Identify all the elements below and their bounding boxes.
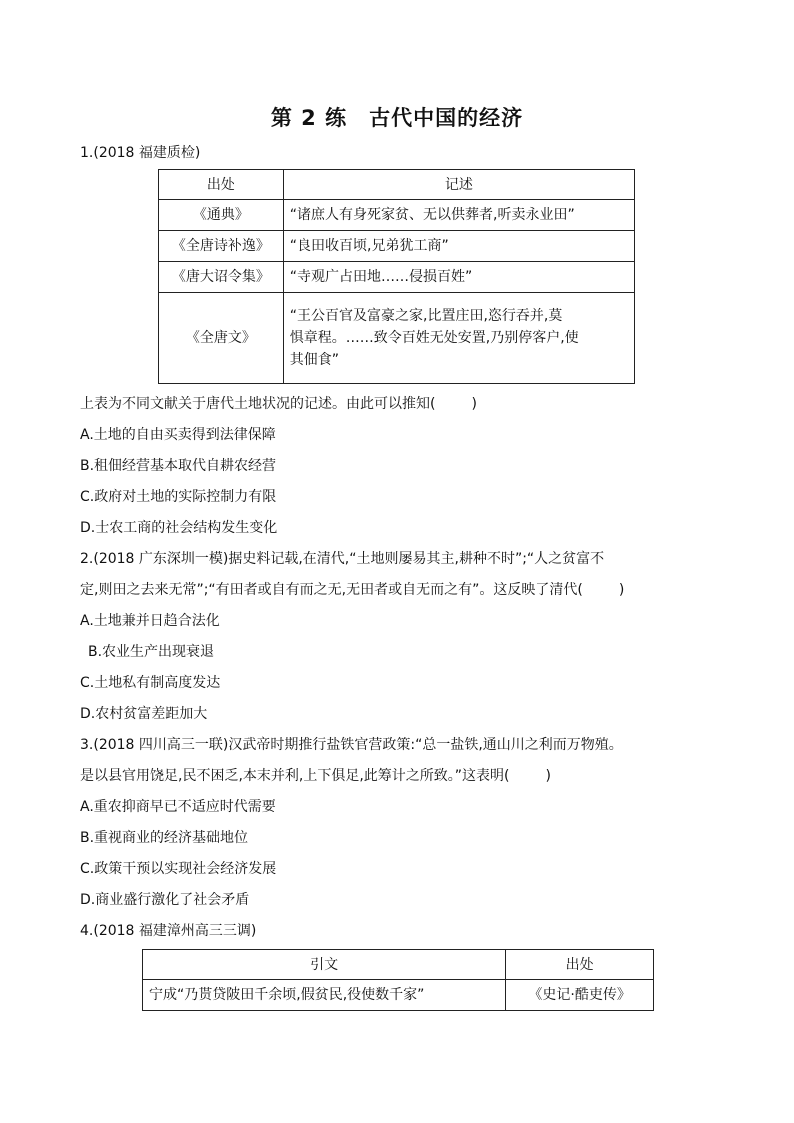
q4-table [142, 949, 654, 1011]
q1-header: 1.(2018 福建质检) [80, 145, 201, 161]
table-row [143, 980, 654, 1011]
q1-stem: 上表为不同文献关于唐代土地状况的记述。由此可以推知( ) [80, 396, 477, 412]
q2-option-b: B.农业生产出现衰退 [88, 644, 215, 660]
q1-option-c: C.政府对土地的实际控制力有限 [80, 489, 277, 505]
table-cell: “诸庶人有身死家贫、无以供葬者,听卖永业田” [283, 200, 634, 231]
q2-option-a: A.土地兼并日趋合法化 [80, 613, 220, 629]
q3-option-d: D.商业盛行激化了社会矛盾 [80, 892, 250, 908]
table-row [159, 170, 635, 200]
table-cell: “寺观广占田地……侵损百姓” [283, 262, 634, 293]
table-cell: 《全唐文》 [159, 293, 284, 384]
q1-table [158, 169, 635, 384]
table-cell: 《通典》 [159, 200, 284, 231]
q1-option-d: D.士农工商的社会结构发生变化 [80, 520, 278, 536]
table-header-cell: 出处 [159, 170, 284, 200]
table-row [159, 262, 635, 293]
q3-option-b: B.重视商业的经济基础地位 [80, 830, 249, 846]
q2-stem-line1: 2.(2018 广东深圳一模)据史料记载,在清代,“土地则屡易其主,耕种不时”;“人之贫富不 [80, 551, 605, 567]
table-header-cell: 记述 [283, 170, 634, 200]
table-cell: 《史记·酷吏传》 [506, 980, 654, 1011]
q1-option-a: A.土地的自由买卖得到法律保障 [80, 427, 276, 443]
q4-header: 4.(2018 福建漳州高三三调) [80, 923, 257, 939]
q2-option-d: D.农村贫富差距加大 [80, 706, 208, 722]
table-row [159, 293, 635, 384]
q3-option-c: C.政策干预以实现社会经济发展 [80, 861, 277, 877]
table-cell: 《唐大诏令集》 [159, 262, 284, 293]
q3-stem-line2: 是以县官用饶足,民不困乏,本末并利,上下俱足,此筹计之所致。”这表明( ) [80, 768, 551, 784]
table-row [159, 231, 635, 262]
table-cell-multiline: “王公百官及富豪之家,比置庄田,恣行吞并,莫 惧章程。……致令百姓无处安置,乃别停客户,使 其佃食” [283, 293, 634, 384]
q3-option-a: A.重农抑商早已不适应时代需要 [80, 799, 276, 815]
q1-option-b: B.租佃经营基本取代自耕农经营 [80, 458, 277, 474]
q2-stem-line2: 定,则田之去来无常”;“有田者或自有而之无,无田者或自无而之有”。这反映了清代( ) [80, 582, 625, 598]
table-cell: 《全唐诗补逸》 [159, 231, 284, 262]
table-header-cell: 出处 [506, 950, 654, 980]
q3-stem-line1: 3.(2018 四川高三一联)汉武帝时期推行盐铁官营政策:“总一盐铁,通山川之利而万物殖。 [80, 737, 623, 753]
table-header-cell: 引文 [143, 950, 506, 980]
table-row [159, 200, 635, 231]
page-title: 第 2 练 古代中国的经济 [270, 106, 524, 130]
q2-option-c: C.土地私有制高度发达 [80, 675, 221, 691]
table-row [143, 950, 654, 980]
table-cell: “良田收百顷,兄弟犹工商” [283, 231, 634, 262]
table-cell: 宁成“乃贳贷陂田千余顷,假贫民,役使数千家” [143, 980, 506, 1011]
